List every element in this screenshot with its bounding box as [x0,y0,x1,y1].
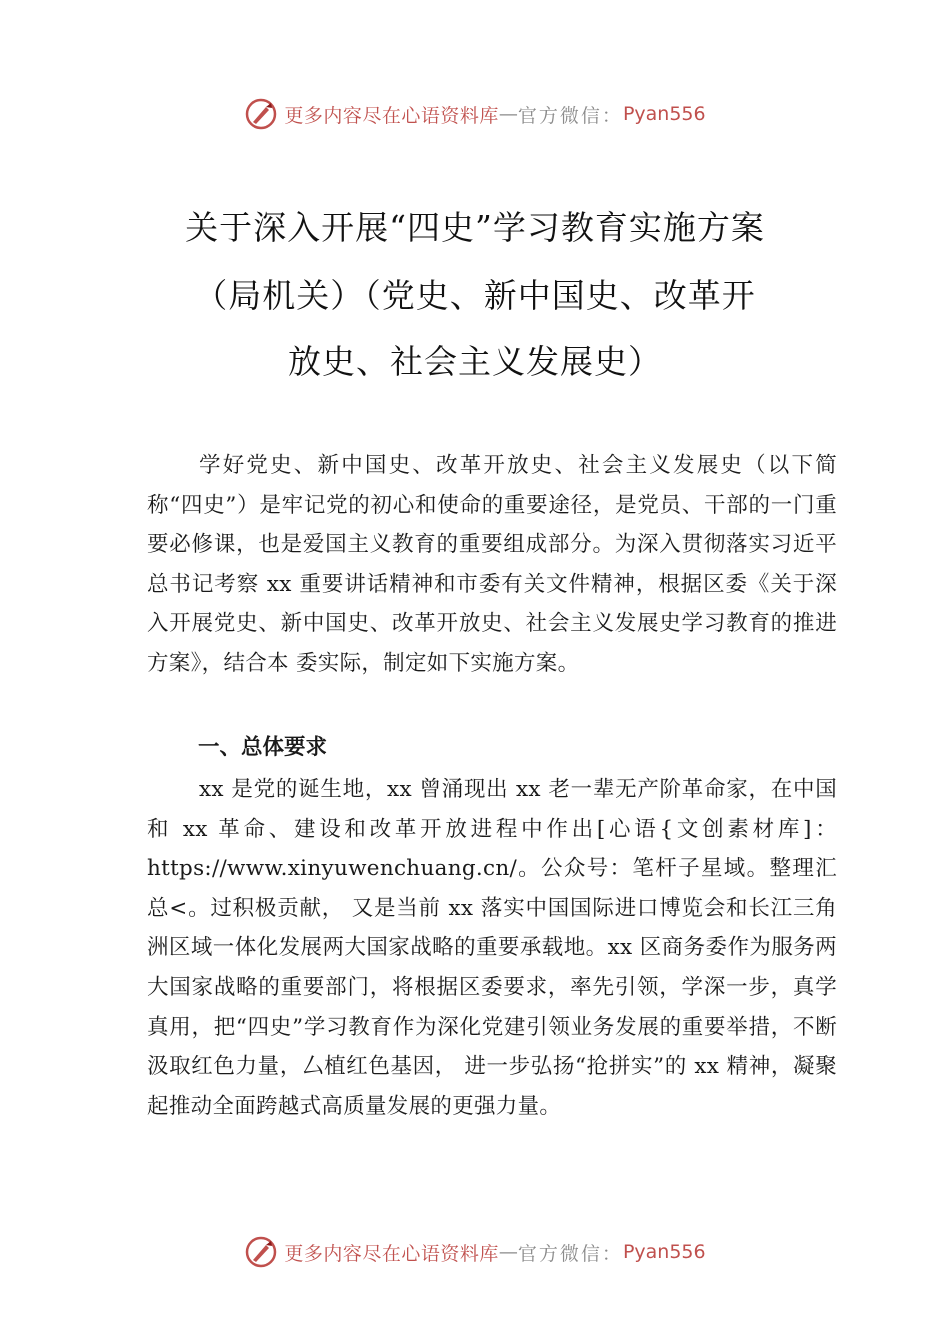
pen-quill-logo-icon [244,1235,278,1269]
section-1-paragraph: xx 是党的诞生地，xx 曾涌现出 xx 老一辈无产阶革命家，在中国和 xx 革命、建设和改革开放进程中作出[心语{文创素材库]：https://www.xinyuwenchuang.cn/。公众号：笔杆子星域。整理汇总<。过积极贡献， 又是当前 xx 落实中国国际进口博览会和长江三角洲区域一体化发展两大国家战略的重要承载地。xx 区商务委作为服务两大国家战略的重要部门，将根据区委要求，率先引领，学深一步，真学真用，把“四史”学习教育作为深化党建引领业务发展的重要举措，不断汲取红色力量，厶植红色基因， 进一步弘扬“抢拼实”的 xx 精神，凝聚起推动全面跨越式高质量发展的更强力量。 [147,777,837,1119]
document-title-line-3: 放史、社会主义发展史） [288,342,662,381]
section-heading-general-requirements: 一、总体要求 [198,735,328,760]
document-title-line-1: 关于深入开展“四史”学习教育实施方案 [185,208,765,247]
banner-dash: — [498,103,518,125]
banner-wechat-id: Pyan556 [622,103,706,125]
pen-quill-logo-icon [244,97,278,131]
header-watermark-banner [0,94,950,134]
banner-dash: — [498,1241,518,1263]
banner-main-text: 更多内容尽在心语资料库 [284,1242,499,1265]
banner-wechat-id: Pyan556 [622,1241,706,1263]
banner-wechat-label: 官方微信： [517,104,623,127]
banner-wechat-label: 官方微信： [517,1242,623,1265]
banner-main-text: 更多内容尽在心语资料库 [284,104,499,127]
footer-watermark-banner [0,1232,950,1272]
document-title-line-2: （局机关）（党史、新中国史、改革开 [194,276,756,315]
intro-paragraph: 学好党史、新中国史、改革开放史、社会主义发展史（以下简称“四史”）是牢记党的初心和使命的重要途径，是党员、干部的一门重要必修课，也是爱国主义教育的重要组成部分。为深入贯彻落实习近平总书记考察 xx 重要讲话精神和市委有关文件精神，根据区委《关于深入开展党史、新中国史、改革开放史、社会主义发展史学习教育的推进方案》，结合本 委实际，制定如下实施方案。 [147,453,837,676]
